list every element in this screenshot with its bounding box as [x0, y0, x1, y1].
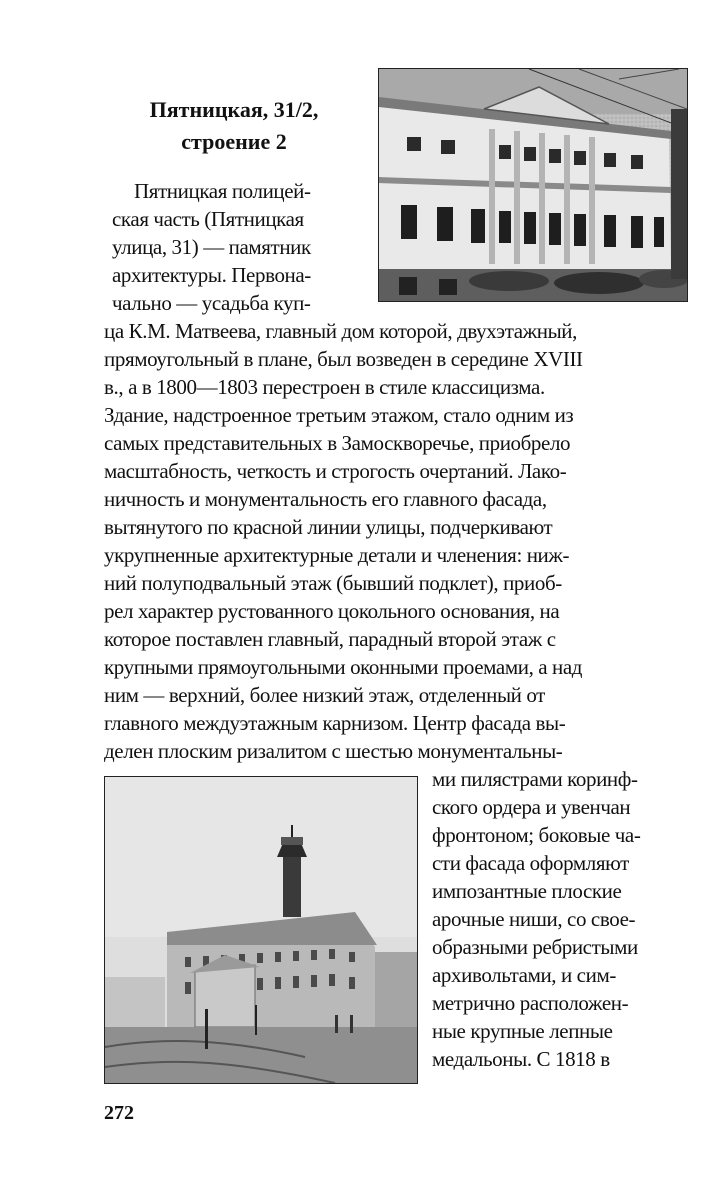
text-line: которое поставлен главный, парадный второй этаж с	[104, 627, 556, 651]
text-line: ми пилястрами коринф-	[432, 767, 638, 791]
text-line: арочные ниши, со свое-	[432, 907, 636, 931]
text-line: медальоны. С 1818 в	[432, 1047, 610, 1071]
building-facade-photo	[378, 68, 688, 302]
text-line: ничность и монументальность его главного фасада,	[104, 487, 547, 511]
heading-line-1: Пятницкая, 31/2,	[149, 97, 319, 122]
text-line: Здание, надстроенное третьим этажом, стало одним из	[104, 403, 574, 427]
text-line: фронтоном; боковые ча-	[432, 823, 641, 847]
text-line: метрично расположен-	[432, 991, 629, 1015]
text-line: импозантные плоские	[432, 879, 622, 903]
text-line: чально — усадьба куп-	[112, 291, 311, 315]
police-station-fire-tower-photo	[104, 776, 418, 1084]
text-line: улица, 31) — памятник	[112, 235, 311, 259]
text-line: самых представительных в Замоскворечье, приобрело	[104, 431, 571, 455]
text-line: масштабность, четкость и строгость очертаний. Лако-	[104, 459, 567, 483]
text-line: ним — верхний, более низкий этаж, отделенный от	[104, 683, 545, 707]
page-number: 272	[104, 1102, 134, 1124]
text-line: ные крупные лепные	[432, 1019, 613, 1043]
text-line: ний полуподвальный этаж (бывший подклет), приоб-	[104, 571, 562, 595]
text-line: рел характер рустованного цокольного основания, на	[104, 599, 560, 623]
text-line: ского ордера и увенчан	[432, 795, 631, 819]
text-line: вытянутого по красной линии улицы, подчеркивают	[104, 515, 553, 539]
text-line: сти фасада оформляют	[432, 851, 629, 875]
heading-line-2: строение 2	[181, 129, 287, 154]
text-line: прямоугольный в плане, был возведен в середине XVIII	[104, 347, 583, 371]
text-line: крупными прямоугольными оконными проемами, а над	[104, 655, 583, 679]
text-line: образными ребристыми	[432, 935, 638, 959]
section-heading	[104, 94, 364, 158]
text-line: ца К.М. Матвеева, главный дом которой, двухэтажный,	[104, 319, 577, 343]
text-line: укрупненные архитектурные детали и членения: ниж-	[104, 543, 570, 567]
text-line: делен плоским ризалитом с шестью монументальны-	[104, 739, 563, 763]
text-line: главного междуэтажным карнизом. Центр фасада вы-	[104, 711, 566, 735]
text-line: в., а в 1800—1803 перестроен в стиле классицизма.	[104, 375, 545, 399]
text-line: архитектуры. Первона-	[112, 263, 311, 287]
text-line: Пятницкая полицей-	[134, 179, 311, 203]
text-line: архивольтами, и сим-	[432, 963, 616, 987]
text-line: ская часть (Пятницкая	[112, 207, 304, 231]
